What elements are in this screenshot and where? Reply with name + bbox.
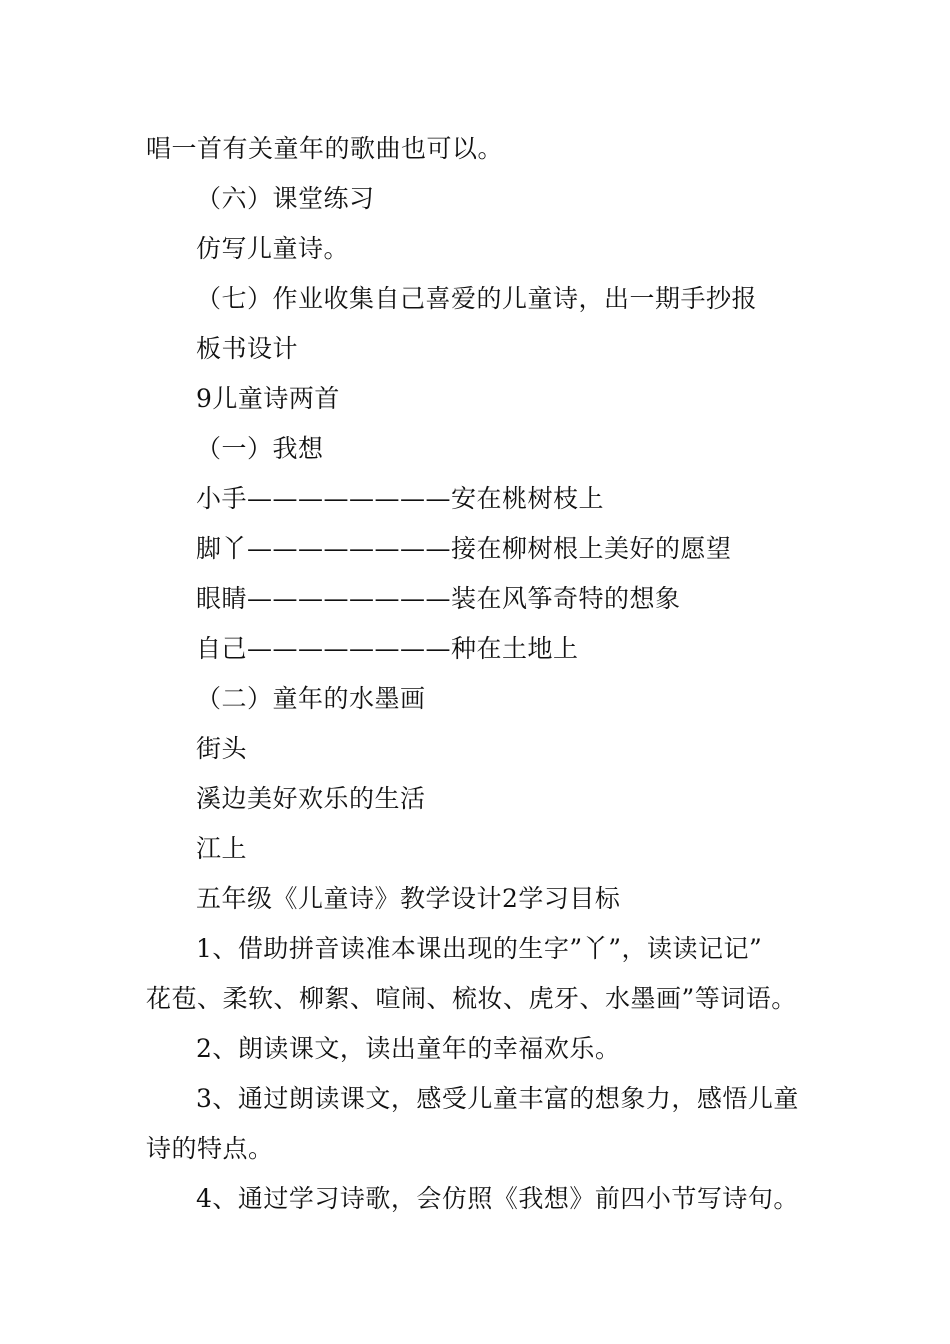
objective-line: 4、通过学习诗歌，会仿照《我想》前四小节写诗句。 [196, 1184, 799, 1213]
section-heading: （一）我想 [196, 434, 324, 463]
section-heading: 五年级《儿童诗》教学设计2学习目标 [196, 884, 621, 913]
text-line: 唱一首有关童年的歌曲也可以。 [146, 134, 504, 163]
objective-line: 2、朗读课文，读出童年的幸福欢乐。 [196, 1034, 621, 1063]
text-line: 街头 [196, 734, 248, 763]
text-line: 诗的特点。 [146, 1134, 274, 1163]
board-line: 眼睛————————装在风筝奇特的想象 [196, 584, 681, 613]
board-line: 自己————————种在土地上 [196, 634, 579, 663]
text-line: 花苞、柔软、柳絮、喧闹、梳妆、虎牙、水墨画”等词语。 [146, 984, 797, 1013]
text-line: 溪边美好欢乐的生活 [196, 784, 426, 813]
text-line: 9儿童诗两首 [196, 384, 340, 413]
section-heading: 板书设计 [196, 334, 299, 363]
text-line: 江上 [196, 834, 248, 863]
board-line: 脚丫————————接在柳树根上美好的愿望 [196, 534, 732, 563]
board-line: 小手————————安在桃树枝上 [196, 484, 605, 513]
objective-line: 1、借助拼音读准本课出现的生字”丫”，读读记记” [196, 934, 763, 963]
section-heading: （七）作业收集自己喜爱的儿童诗，出一期手抄报 [196, 284, 758, 313]
section-heading: （六）课堂练习 [196, 184, 375, 213]
text-line: 仿写儿童诗。 [196, 234, 350, 263]
section-heading: （二）童年的水墨画 [196, 684, 426, 713]
objective-line: 3、通过朗读课文，感受儿童丰富的想象力，感悟儿童 [196, 1084, 799, 1113]
